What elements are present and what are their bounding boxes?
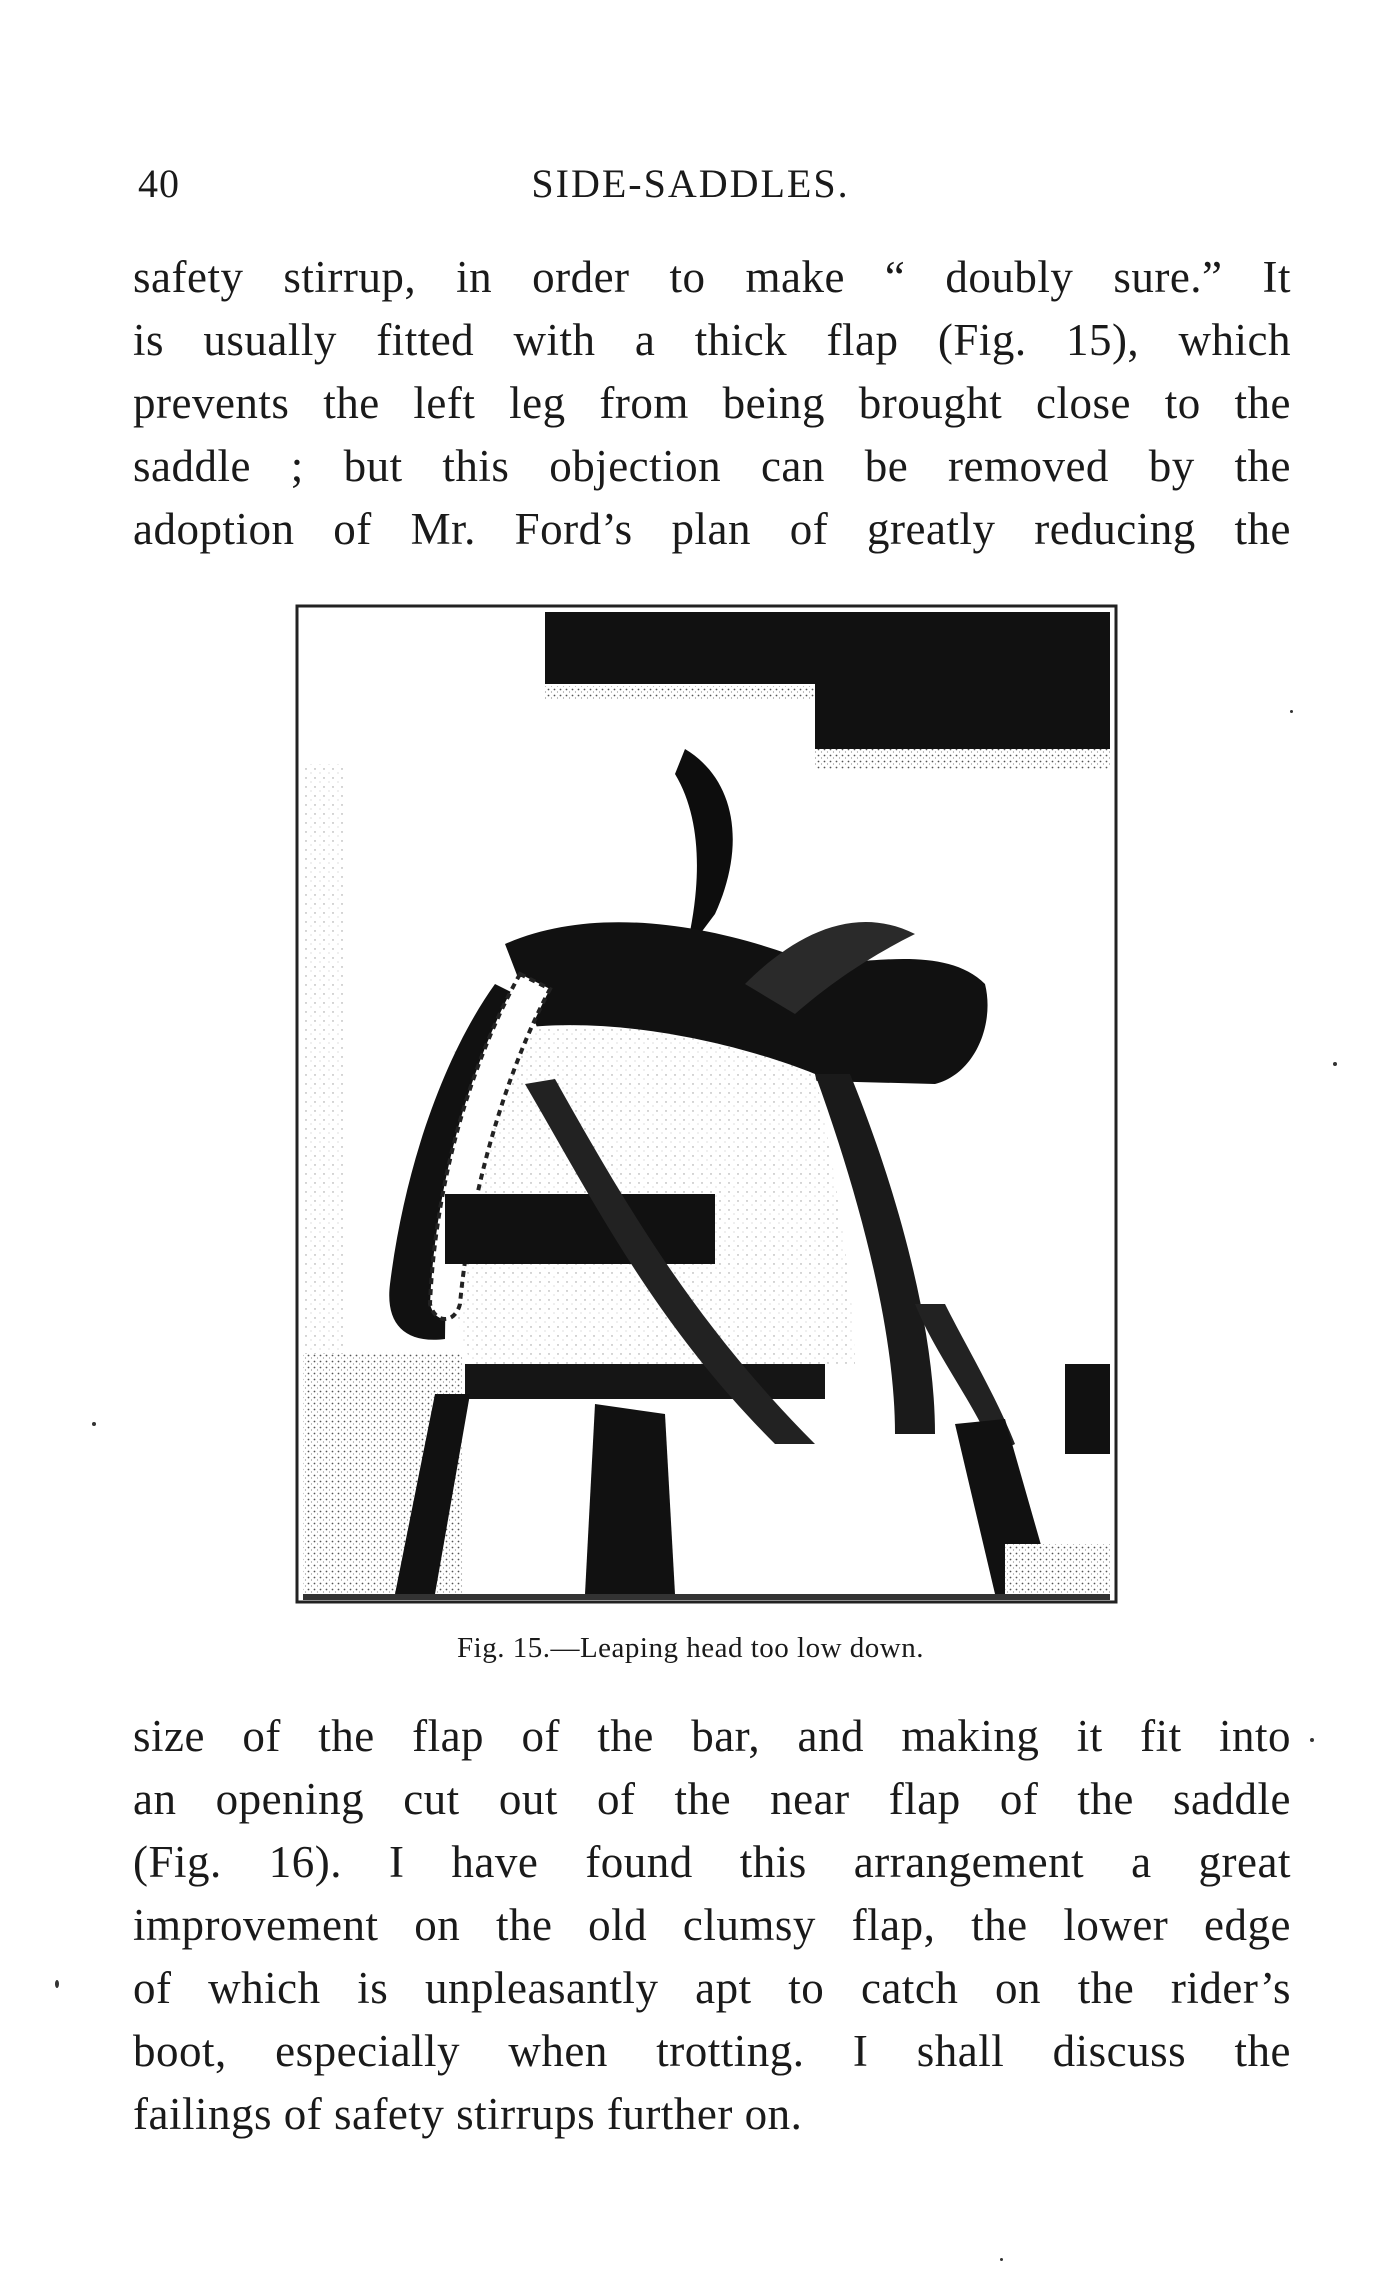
text-line: size of the flap of the bar, and making it fit into (133, 1711, 1291, 1761)
text-line: is usually fitted with a thick flap (Fig. 15), which (133, 315, 1291, 365)
scan-speck (1000, 2258, 1003, 2261)
text-line: improvement on the old clumsy flap, the lower edge (133, 1900, 1291, 1950)
text-line: saddle ; but this objection can be removed by the (133, 441, 1291, 491)
running-head: SIDE-SADDLES. (531, 161, 850, 206)
scan-speck (1333, 1062, 1337, 1066)
paragraph-bottom (133, 1705, 1291, 2146)
saddle-photo-illustration (295, 604, 1118, 1604)
text-line: prevents the left leg from being brought close to the (133, 378, 1291, 428)
scan-speck (92, 1422, 96, 1426)
text-line: of which is unpleasantly apt to catch on the rider’s (133, 1963, 1291, 2013)
text-line: an opening cut out of the near flap of the saddle (133, 1774, 1291, 1824)
scan-speck (55, 1980, 59, 1988)
figure-saddle-photo (295, 604, 1118, 1604)
text-line: adoption of Mr. Ford’s plan of greatly reducing the (133, 504, 1291, 554)
figure-caption: Fig. 15.—Leaping head too low down. (457, 1632, 924, 1664)
text-line: boot, especially when trotting. I shall discuss the (133, 2026, 1291, 2076)
paragraph-top (133, 246, 1291, 561)
text-line: failings of safety stirrups further on. (133, 2089, 803, 2139)
text-line: safety stirrup, in order to make “ doubly sure.” It (133, 252, 1291, 302)
scan-speck (1310, 1738, 1314, 1742)
page-number: 40 (138, 161, 180, 206)
scan-speck (1290, 710, 1293, 713)
text-line: (Fig. 16). I have found this arrangement a great (133, 1837, 1291, 1887)
